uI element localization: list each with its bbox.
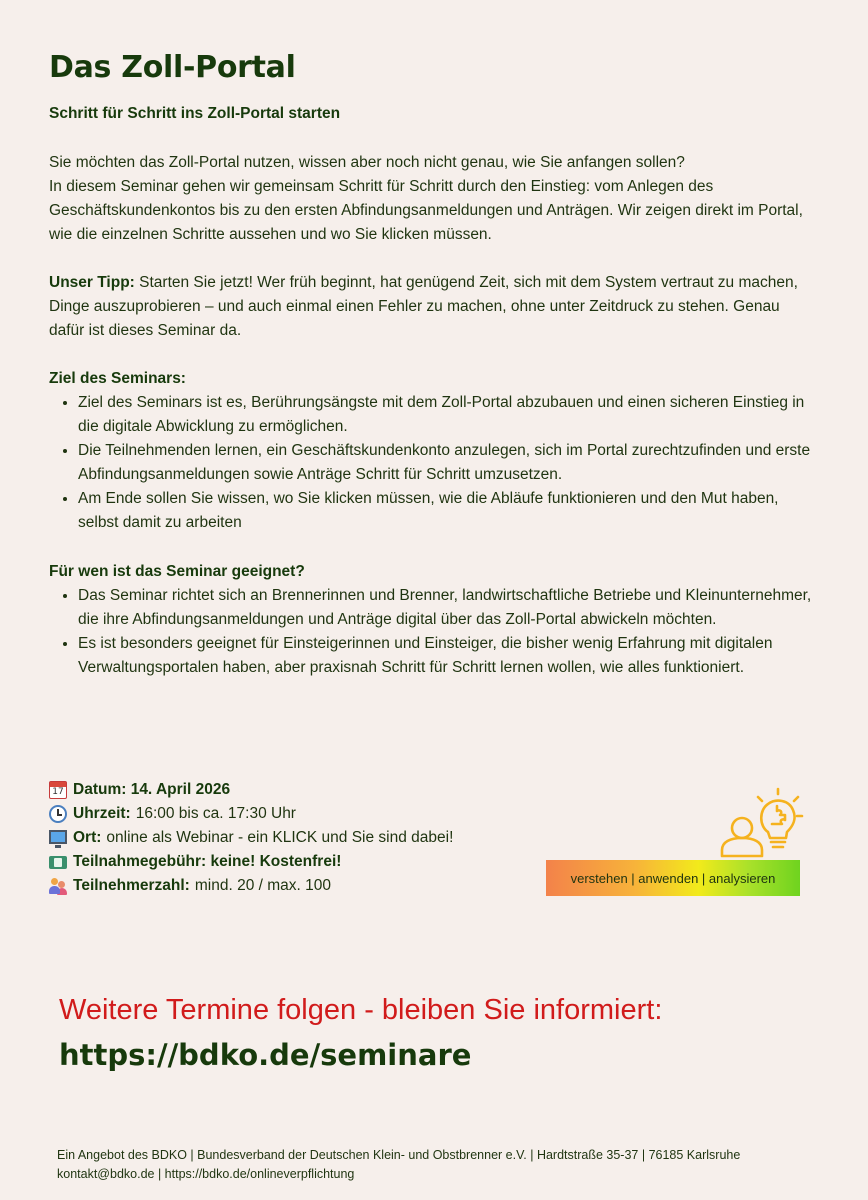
date-row (49, 778, 453, 802)
list-item: • Ziel des Seminars ist es, Berührungsängste mit dem Zoll-Portal abzubauen und einen sicheren Einstieg in die digitale Abwicklung zu ermöglichen. (78, 391, 819, 439)
goal-section (49, 367, 819, 535)
intro-question: Sie möchten das Zoll-Portal nutzen, wissen aber noch nicht genau, wie Sie anfangen sollen? (49, 154, 685, 171)
clock-icon (49, 805, 67, 823)
footer-contact[interactable]: kontakt@bdko.de | https://bdko.de/onlineverpflichtung (57, 1167, 355, 1181)
page-title: Das Zoll-Portal (49, 50, 296, 85)
participants-value: mind. 20 / max. 100 (194, 877, 331, 894)
calendar-day: 17 (52, 787, 64, 797)
audience-list (49, 584, 819, 680)
date-text: Datum: 14. April 2026 (73, 781, 231, 798)
list-item: • Am Ende sollen Sie wissen, wo Sie klicken müssen, wie die Abläufe funktionieren und den Mut haben, selbst damit zu arbeiten (78, 487, 819, 535)
time-value: 16:00 bis ca. 17:30 Uhr (135, 805, 296, 822)
computer-icon (49, 830, 67, 844)
money-icon (49, 856, 67, 869)
person-puzzle-lightbulb-icon (718, 786, 804, 860)
list-item: • Die Teilnehmenden lernen, ein Geschäftskundenkonto anzulegen, sich im Portal zurechtzufinden und erste Abfindungsanmeldungen sowie Anträge Schritt für Schritt umzusetzen. (78, 439, 819, 487)
page-subtitle: Schritt für Schritt ins Zoll-Portal starten (49, 105, 341, 122)
tip-text: Starten Sie jetzt! Wer früh beginnt, hat genügend Zeit, sich mit dem System vertraut zu machen, Dinge auszuprobieren – und auch einmal einen Fehler zu machen, ohne unter Zeitdruck zu stehen. Genau dafür ist dieses Seminar da. (49, 274, 798, 339)
audience-section (49, 560, 819, 680)
list-item: • Das Seminar richtet sich an Brennerinnen und Brenner, landwirtschaftliche Betriebe und Kleinunternehmer, die ihre Abfindungsanmeldungen und Anträge digital über das Zoll-Portal abwickeln möchten. (78, 584, 819, 632)
fee-text: Teilnahmegebühr: keine! Kostenfrei! (73, 853, 342, 870)
location-value: online als Webinar - ein KLICK und Sie sind dabei! (106, 829, 454, 846)
people-icon (49, 877, 67, 895)
tip-section (49, 271, 819, 343)
participants-row (49, 874, 453, 898)
tip-label: Unser Tipp: (49, 274, 135, 291)
intro-section (49, 151, 819, 247)
tip-paragraph (49, 271, 819, 343)
seminar-website-link[interactable]: https://bdko.de/seminare (59, 1038, 472, 1072)
goal-heading: Ziel des Seminars: (49, 370, 186, 387)
footer-address: Ein Angebot des BDKO | Bundesverband der Deutschen Klein- und Obstbrenner e.V. | Hardtstraße 35-37 | 76185 Karlsruhe (57, 1148, 741, 1162)
calendar-icon (49, 781, 67, 799)
event-facts (49, 778, 453, 898)
audience-heading: Für wen ist das Seminar geeignet? (49, 563, 305, 580)
tagline-banner: verstehen | anwenden | analysieren (546, 860, 800, 896)
footer (57, 1146, 740, 1184)
list-item: • Es ist besonders geeignet für Einsteigerinnen und Einsteiger, die bisher wenig Erfahrung mit digitalen Verwaltungsportalen haben, aber praxisnah Schritt für Schritt lernen wollen, wie alles funktioniert. (78, 632, 819, 680)
more-dates-notice: Weitere Termine folgen - bleiben Sie informiert: (59, 994, 663, 1026)
location-label: Ort: (73, 829, 102, 846)
fee-row (49, 850, 453, 874)
goal-list (49, 391, 819, 535)
time-label: Uhrzeit: (73, 805, 131, 822)
location-row (49, 826, 453, 850)
time-row (49, 802, 453, 826)
participants-label: Teilnehmerzahl: (73, 877, 190, 894)
intro-description: In diesem Seminar gehen wir gemeinsam Schritt für Schritt durch den Einstieg: vom Anlegen des Geschäftskundenkontos bis zu den ersten Abfindungsanmeldungen und Anträgen. Wir zeigen direkt im Portal, wie die einzelnen Schritte aussehen und wo Sie klicken müssen. (49, 178, 803, 243)
